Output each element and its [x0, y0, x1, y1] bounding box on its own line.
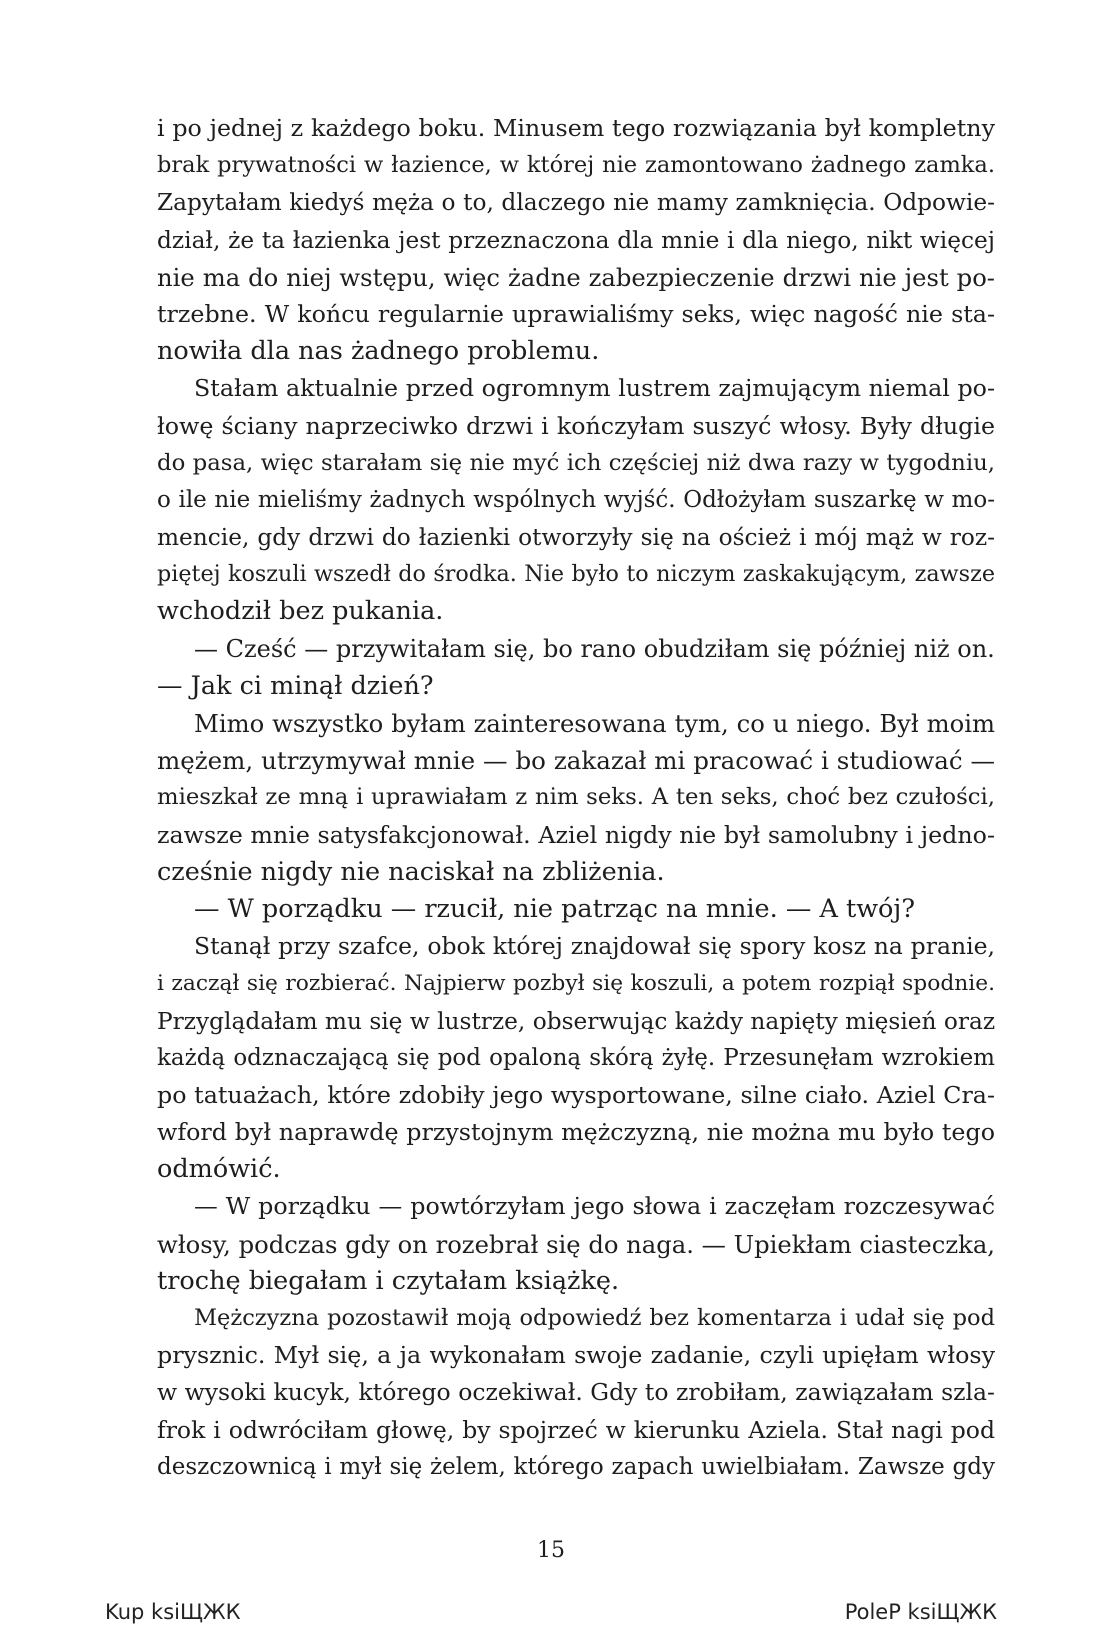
- footer-recommend-book-link[interactable]: PoleР ksiЩЖК: [844, 1600, 997, 1624]
- text-line: dział, że ta łazienka jest przeznaczona dla mnie i dla niego, nikt więcej: [157, 226, 995, 254]
- text-line: Zapytałam kiedyś męża o to, dlaczego nie mamy zamknięcia. Odpowie-: [157, 189, 995, 217]
- text-line: Stałam aktualnie przed ogromnym lustrem zajmującym niemal po-: [194, 374, 995, 403]
- text-line: i po jednej z każdego boku. Minusem tego rozwiązania był kompletny: [157, 114, 995, 142]
- book-page-text: [157, 110, 995, 1486]
- text-line: — Cześć — przywitałam się, bo rano obudziłam się później niż on.: [194, 634, 995, 663]
- text-line: Mężczyzna pozostawił moją odpowiedź bez komentarza i udał się pod: [194, 1305, 995, 1331]
- text-line: o ile nie mieliśmy żadnych wspólnych wyjść. Odłożyłam suszarkę w mo-: [157, 486, 995, 513]
- footer-buy-book-link[interactable]: Kup ksiЩЖК: [105, 1600, 241, 1624]
- page-number: 15: [537, 1538, 565, 1563]
- text-line: nie ma do niej wstępu, więc żadne zabezpieczenie drzwi nie jest po-: [157, 262, 995, 292]
- text-line: deszczownicą i mył się żelem, którego zapach uwielbiałam. Zawsze gdy: [157, 1453, 995, 1480]
- text-line: prysznic. Mył się, a ja wykonałam swoje zadanie, czyli upięłam włosy: [157, 1341, 995, 1370]
- text-line: cześnie nigdy nie naciskał na zbliżenia.: [157, 856, 665, 887]
- text-line: Mimo wszystko byłam zainteresowana tym, co u niego. Był moim: [194, 709, 995, 738]
- text-line: — Jak ci minął dzień?: [157, 670, 434, 701]
- text-line: włosy, podczas gdy on rozebrał się do naga. — Upiekłam ciasteczka,: [157, 1229, 995, 1259]
- text-line: frok i odwróciłam głowę, by spojrzeć w kierunku Aziela. Stał nagi pod: [157, 1415, 995, 1444]
- text-line: mężem, utrzymywał mnie — bo zakazał mi pracować i studiować —: [157, 746, 995, 776]
- text-line: odmówić.: [157, 1154, 281, 1185]
- text-line: piętej koszuli wszedł do środka. Nie było to niczym zaskakującym, zawsze: [157, 561, 995, 588]
- text-line: do pasa, więc starałam się nie myć ich częściej niż dwa razy w tygodniu,: [157, 449, 995, 476]
- text-line: każdą odznaczającą się pod opaloną skórą żyłę. Przesunęłam wzrokiem: [157, 1044, 995, 1071]
- text-line: nowiła dla nas żadnego problemu.: [157, 336, 600, 367]
- text-line: — W porządku — powtórzyłam jego słowa i zaczęłam rozczesywać: [194, 1192, 995, 1221]
- text-line: Przyglądałam mu się w lustrze, obserwując każdy napięty mięsień oraz: [157, 1007, 996, 1035]
- text-line: łowę ściany naprzeciwko drzwi i kończyłam suszyć włosy. Były długie: [157, 411, 995, 440]
- text-line: w wysoki kucyk, którego oczekiwał. Gdy to zrobiłam, zawiązałam szla-: [157, 1378, 995, 1407]
- text-line: trzebne. W końcu regularnie uprawialiśmy seks, więc nagość nie sta-: [157, 299, 995, 328]
- text-line: — W porządku — rzucił, nie patrząc na mnie. — A twój?: [194, 893, 915, 924]
- text-line: Stanął przy szafce, obok której znajdował się spory kosz na pranie,: [194, 932, 995, 961]
- text-line: i zaczął się rozbierać. Najpierw pozbył się koszuli, a potem rozpiął spodnie.: [157, 971, 995, 997]
- text-line: po tatuażach, które zdobiły jego wysportowane, silne ciało. Aziel Cra-: [157, 1080, 995, 1109]
- text-line: wford był naprawdę przystojnym mężczyzną, nie można mu było tego: [157, 1118, 995, 1147]
- text-line: brak prywatności w łazience, w której nie zamontowano żadnego zamka.: [157, 152, 995, 179]
- text-line: mieszkał ze mną i uprawiałam z nim seks. A ten seks, choć bez czułości,: [157, 784, 995, 811]
- text-line: trochę biegałam i czytałam książkę.: [157, 1265, 620, 1296]
- text-line: wchodził bez pukania.: [157, 596, 444, 627]
- text-line: mencie, gdy drzwi do łazienki otworzyły się na oścież i mój mąż w roz-: [157, 524, 995, 552]
- text-line: zawsze mnie satysfakcjonował. Aziel nigdy nie był samolubny i jedno-: [157, 820, 995, 849]
